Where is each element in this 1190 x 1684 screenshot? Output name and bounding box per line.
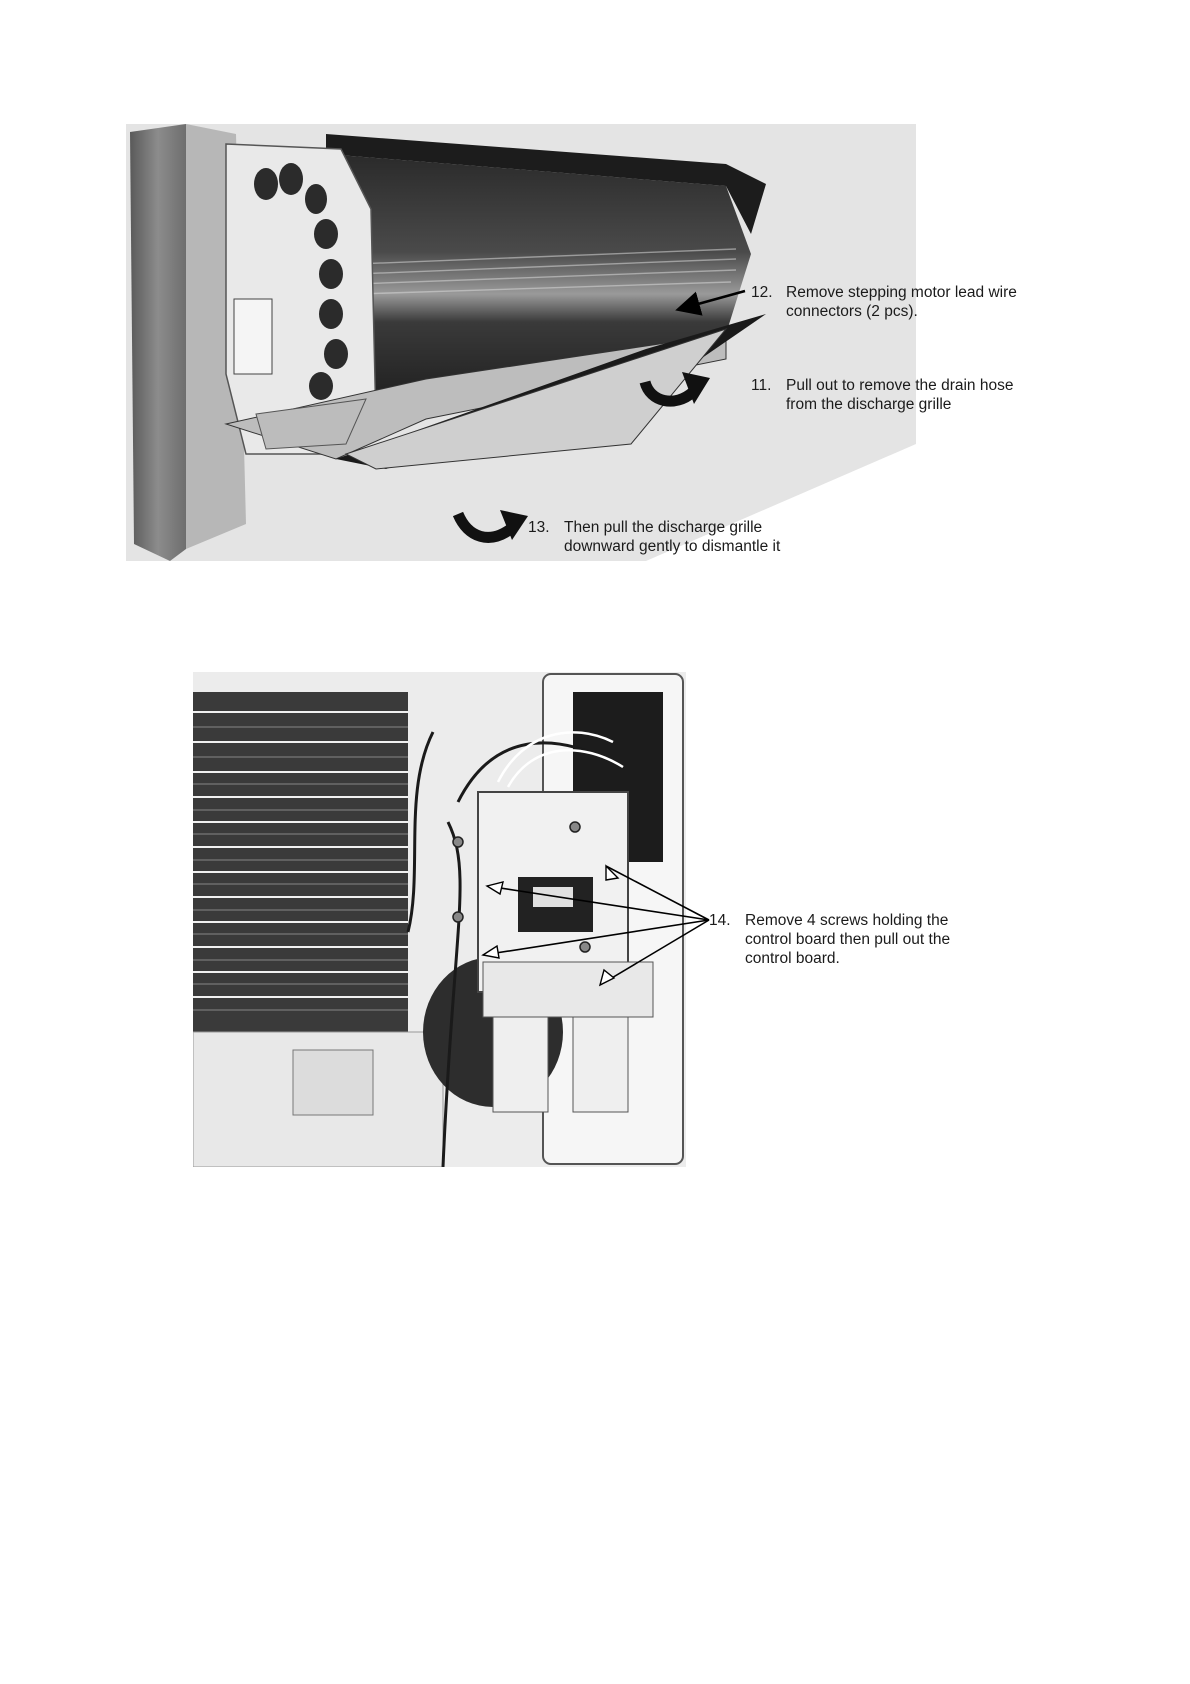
- step-text-line: from the discharge grille: [786, 396, 952, 413]
- control-board-photo: [193, 672, 686, 1167]
- step-number: 11.: [751, 377, 772, 394]
- step-number: 13.: [528, 519, 550, 536]
- step-text-line: Pull out to remove the drain hose: [786, 377, 1014, 394]
- step-number: 14.: [709, 912, 731, 929]
- step-text-line: connectors (2 pcs).: [786, 303, 918, 320]
- step-13: [528, 518, 858, 558]
- indoor-unit-photo: [126, 124, 916, 561]
- step-text-line: Then pull the discharge grille: [564, 519, 763, 536]
- step-text-line: downward gently to dismantle it: [564, 538, 781, 555]
- step-text-line: Remove 4 screws holding the: [745, 912, 949, 929]
- step-text-line: control board then pull out the: [745, 931, 951, 948]
- step-11: [751, 376, 1081, 416]
- step-12: [751, 283, 1081, 323]
- step-number: 12.: [751, 284, 773, 301]
- step-text-line: control board.: [745, 950, 840, 967]
- step-14: [709, 911, 1039, 971]
- step-text-line: Remove stepping motor lead wire: [786, 284, 1017, 301]
